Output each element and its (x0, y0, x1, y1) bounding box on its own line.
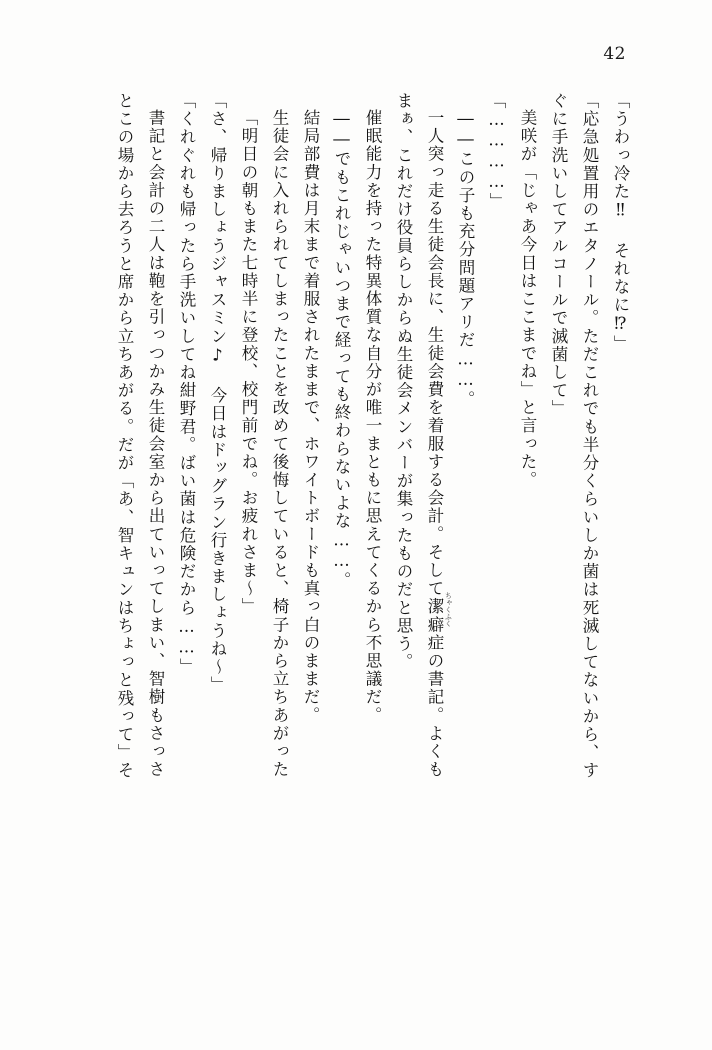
text-line: ――でもこれじゃいつまで経っても終わらないよな……。 (332, 109, 351, 590)
text-line: 「さ、帰りましょうジャスミン♪ 今日はドッグラン行きましょうね～」 (208, 92, 227, 695)
text-line: とこの場から去ろうと席から立ちあがる。だが「あ、智キュンはちょっと残って」そ (115, 92, 134, 780)
page-number: 42 (603, 44, 626, 64)
text-line: 「くれぐれも帰ったら手洗いしてね紺野君。ばい菌は危険だから……」 (177, 92, 196, 677)
text-line: 結局部費は月末まで着服されたままで、ホワイトボードも真っ白のままだ。 (301, 109, 320, 725)
text-line: 美咲が「じゃあ今日はここまでね」と言った。 (518, 109, 537, 490)
text-line: 一人突っ走る生徒会長に、生徒会費を着服する会計。そして潔癖症の書記。よくも (425, 109, 444, 779)
ruby-annotation: ちゃくふく (444, 592, 453, 627)
text-line: 「明日の朝もまた七時半に登校、校門前でね。お疲れさま～」 (239, 109, 258, 616)
text-line: 催眠能力を持った特異体質な自分が唯一まともに思えてくるから不思議だ。 (363, 109, 382, 725)
text-line: 生徒会に入れられてしまったことを改めて後悔していると、椅子から立ちあがった (270, 109, 289, 779)
text-line: ――この子も充分問題アリだ……。 (456, 109, 475, 409)
text-line: 「応急処置用のエタノール。ただこれでも半分くらいしか菌は死滅してないから、す (580, 92, 599, 780)
text-line: 「うわっ冷た‼ それなに⁉」 (611, 92, 630, 353)
vertical-text-block (78, 92, 634, 962)
text-line: 書記と会計の二人は鞄を引っつかみ生徒会室から出ていってしまい、智樹もさっさ (146, 109, 165, 779)
text-line: ぐに手洗いしてアルコールで滅菌して」 (549, 92, 568, 418)
text-line: まぁ、これだけ役員らしからぬ生徒会メンバーが集ったものだと思う。 (394, 92, 413, 672)
text-line: 「…………」 (487, 92, 506, 211)
